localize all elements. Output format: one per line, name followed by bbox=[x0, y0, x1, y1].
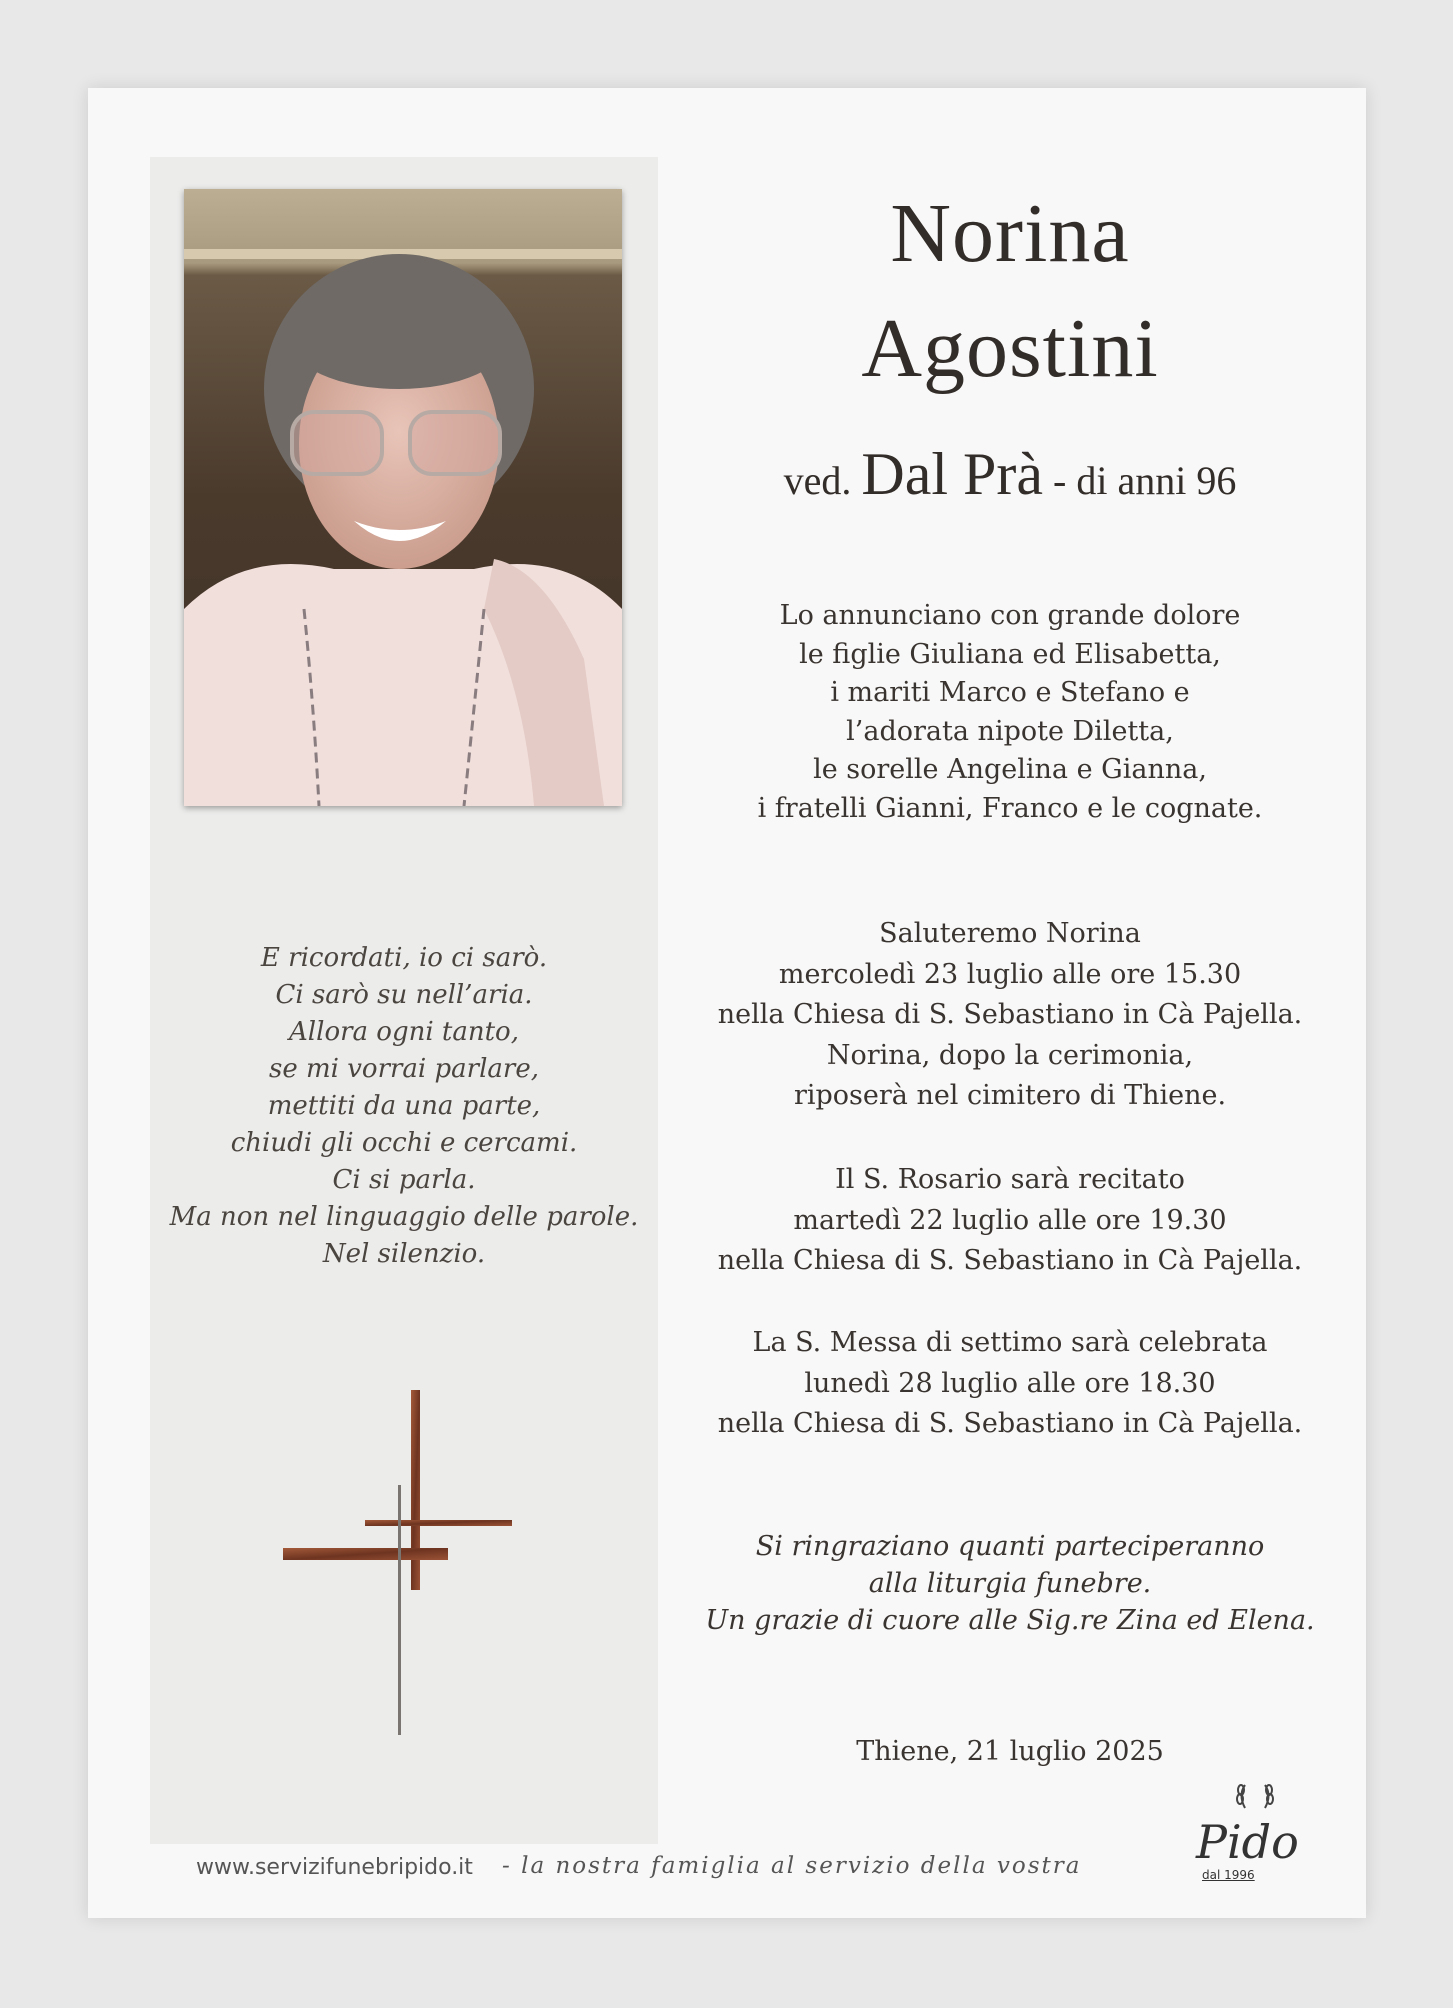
announcement-line: l’adorata nipote Diletta, bbox=[846, 715, 1174, 747]
funeral-line: Norina, dopo la cerimonia, bbox=[826, 1039, 1194, 1071]
mass-line: nella Chiesa di S. Sebastiano in Cà Pajella. bbox=[717, 1408, 1303, 1439]
poem-line: mettiti da una parte, bbox=[267, 1091, 541, 1121]
thanks-block bbox=[660, 1528, 1360, 1639]
funeral-block bbox=[660, 914, 1360, 1117]
announcement-line: i fratelli Gianni, Franco e le cognate. bbox=[757, 792, 1263, 824]
poem-line: Nel silenzio. bbox=[322, 1239, 486, 1269]
funeral-line: nella Chiesa di S. Sebastiano in Cà Pajella. bbox=[717, 999, 1303, 1030]
announcement-line: le sorelle Angelina e Gianna, bbox=[813, 754, 1207, 785]
funeral-line: riposerà nel cimitero di Thiene. bbox=[793, 1080, 1227, 1111]
rosary-line: martedì 22 luglio alle ore 19.30 bbox=[793, 1204, 1227, 1236]
thanks-line: Un grazie di cuore alle Sig.re Zina ed Elena. bbox=[705, 1605, 1315, 1636]
announcement-line: le figlie Giuliana ed Elisabetta, bbox=[799, 638, 1221, 670]
thanks-line: Si ringraziano quanti parteciperanno bbox=[755, 1531, 1265, 1562]
poem-line: Ma non nel linguaggio delle parole. bbox=[169, 1202, 639, 1232]
mass-line: La S. Messa di settimo sarà celebrata bbox=[752, 1327, 1268, 1358]
cross-icon bbox=[280, 1390, 520, 1750]
poem-line: Ci si parla. bbox=[332, 1165, 476, 1195]
funeral-line: mercoledì 23 luglio alle ore 15.30 bbox=[778, 958, 1242, 990]
rosary-block bbox=[660, 1160, 1360, 1282]
place-date: Thiene, 21 luglio 2025 bbox=[856, 1736, 1164, 1767]
mass-line: lunedì 28 luglio alle ore 18.30 bbox=[804, 1367, 1216, 1399]
logo-wordmark: Pido bbox=[1196, 1815, 1299, 1869]
poem-line: chiudi gli occhi e cercami. bbox=[230, 1128, 578, 1158]
married-name: Dal Prà bbox=[861, 441, 1044, 507]
logo-since: dal 1996 bbox=[1202, 1868, 1255, 1882]
poem-line: Ci sarò su nell’aria. bbox=[275, 980, 533, 1010]
rosary-line: Il S. Rosario sarà recitato bbox=[835, 1164, 1185, 1195]
announcement-block bbox=[660, 597, 1360, 828]
last-name: Agostini bbox=[861, 302, 1159, 395]
announcement-line: Lo annunciano con grande dolore bbox=[779, 600, 1241, 631]
poem bbox=[150, 940, 658, 1273]
widow-line bbox=[660, 440, 1360, 509]
funeral-line: Saluteremo Norina bbox=[879, 918, 1141, 949]
rosary-line: nella Chiesa di S. Sebastiano in Cà Pajella. bbox=[717, 1245, 1303, 1276]
mass-block bbox=[660, 1323, 1360, 1445]
website-link[interactable]: www.servizifunebripido.it bbox=[196, 1855, 473, 1880]
poem-line: se mi vorrai parlare, bbox=[269, 1054, 539, 1084]
poem-line: Allora ogni tanto, bbox=[289, 1017, 519, 1047]
first-name: Norina bbox=[890, 187, 1130, 280]
portrait-photo bbox=[184, 189, 622, 806]
age-text: - di anni 96 bbox=[1053, 458, 1237, 503]
tagline: - la nostra famiglia al servizio della vostra bbox=[502, 1853, 1082, 1879]
ved-prefix: ved. bbox=[783, 458, 852, 503]
announcement-line: i mariti Marco e Stefano e bbox=[830, 677, 1190, 708]
thanks-line: alla liturgia funebre. bbox=[868, 1568, 1152, 1599]
poem-line: E ricordati, io ci sarò. bbox=[260, 943, 548, 973]
